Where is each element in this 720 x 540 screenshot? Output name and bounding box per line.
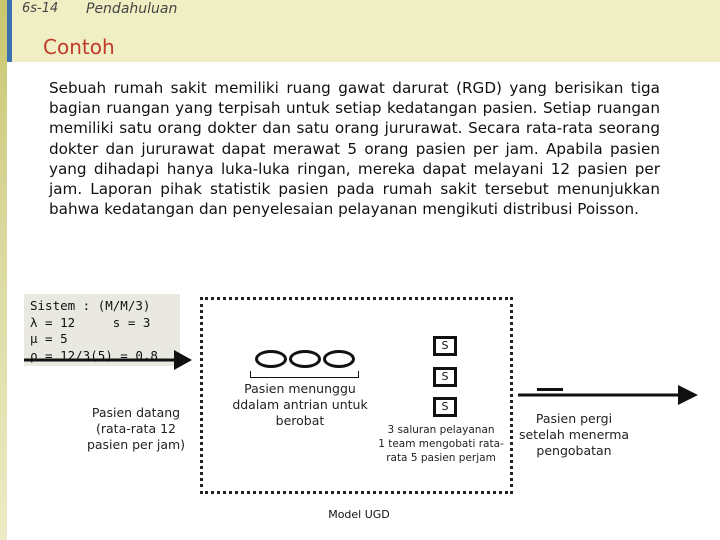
page-title: Contoh [43,35,115,59]
server-box: S [433,367,457,387]
queue-label [222,381,378,429]
channels-label-line: 3 saluran pelayanan [387,424,495,436]
channels-label-line: 1 team mengobati rata- [378,438,504,450]
channels-label-line: rata 5 pasien perjam [386,452,496,464]
arrival-label [76,405,196,453]
departure-label-line: Pasien pergi [535,411,613,426]
problem-paragraph: Sebuah rumah sakit memiliki ruang gawat darurat (RGD) yang berisikan tiga bagian ruangan yang terpisah untuk setiap kedatangan pasien. Setiap ruangan memiliki satu orang dokter dan satu orang jururawat. Secara rata-rata seorang dokter dan jururawat dapat merawat 5 orang pasien per jam. Apabila pasien yang dihadapi hanya luka-luka ringan, mereka dapat melayani 12 pasien per jam. Laporan pihak statistik pasien pada rumah sakit tersebut menunjukkan bahwa kedatangan dan penyelesaian pelayanan mengikuti distribusi Poisson. [49,79,660,219]
queue-bracket [250,371,359,378]
system-line-model: Sistem : (M/M/3) [30,298,151,313]
waiting-patient-icon [323,350,355,368]
server-box: S [433,336,457,356]
departure-label-line: setelah menerma [518,427,630,442]
slide-number: 6s-14 [22,1,59,16]
server-box: S [433,397,457,417]
arrival-label-line: (rata-rata 12 [96,421,176,436]
departure-label-line: pengobatan [536,443,612,458]
departure-label [516,411,632,459]
section-title: Pendahuluan [86,1,178,17]
left-accent-bar [0,0,7,540]
left-accent-bar-blue [7,0,12,62]
queue-label-line: berobat [275,413,325,428]
system-line-lambda: λ = 12 s = 3 [30,314,151,330]
departure-arrow-icon [518,383,718,407]
arrival-label-line: pasien per jam) [86,437,186,452]
queue-label-line: ddalam antrian untuk [232,397,368,412]
channels-label [370,423,512,465]
arrival-arrow-icon [24,348,194,372]
arrival-label-line: Pasien datang [91,405,181,420]
model-label: Model UGD [328,508,390,521]
system-line-mu: μ = 5 [30,331,68,346]
waiting-patient-icon [289,350,321,368]
queue-label-line: Pasien menunggu [244,381,356,396]
system-line-rho: ρ = 12/3(5) = 0,8 [30,347,158,363]
waiting-patient-icon [255,350,287,368]
